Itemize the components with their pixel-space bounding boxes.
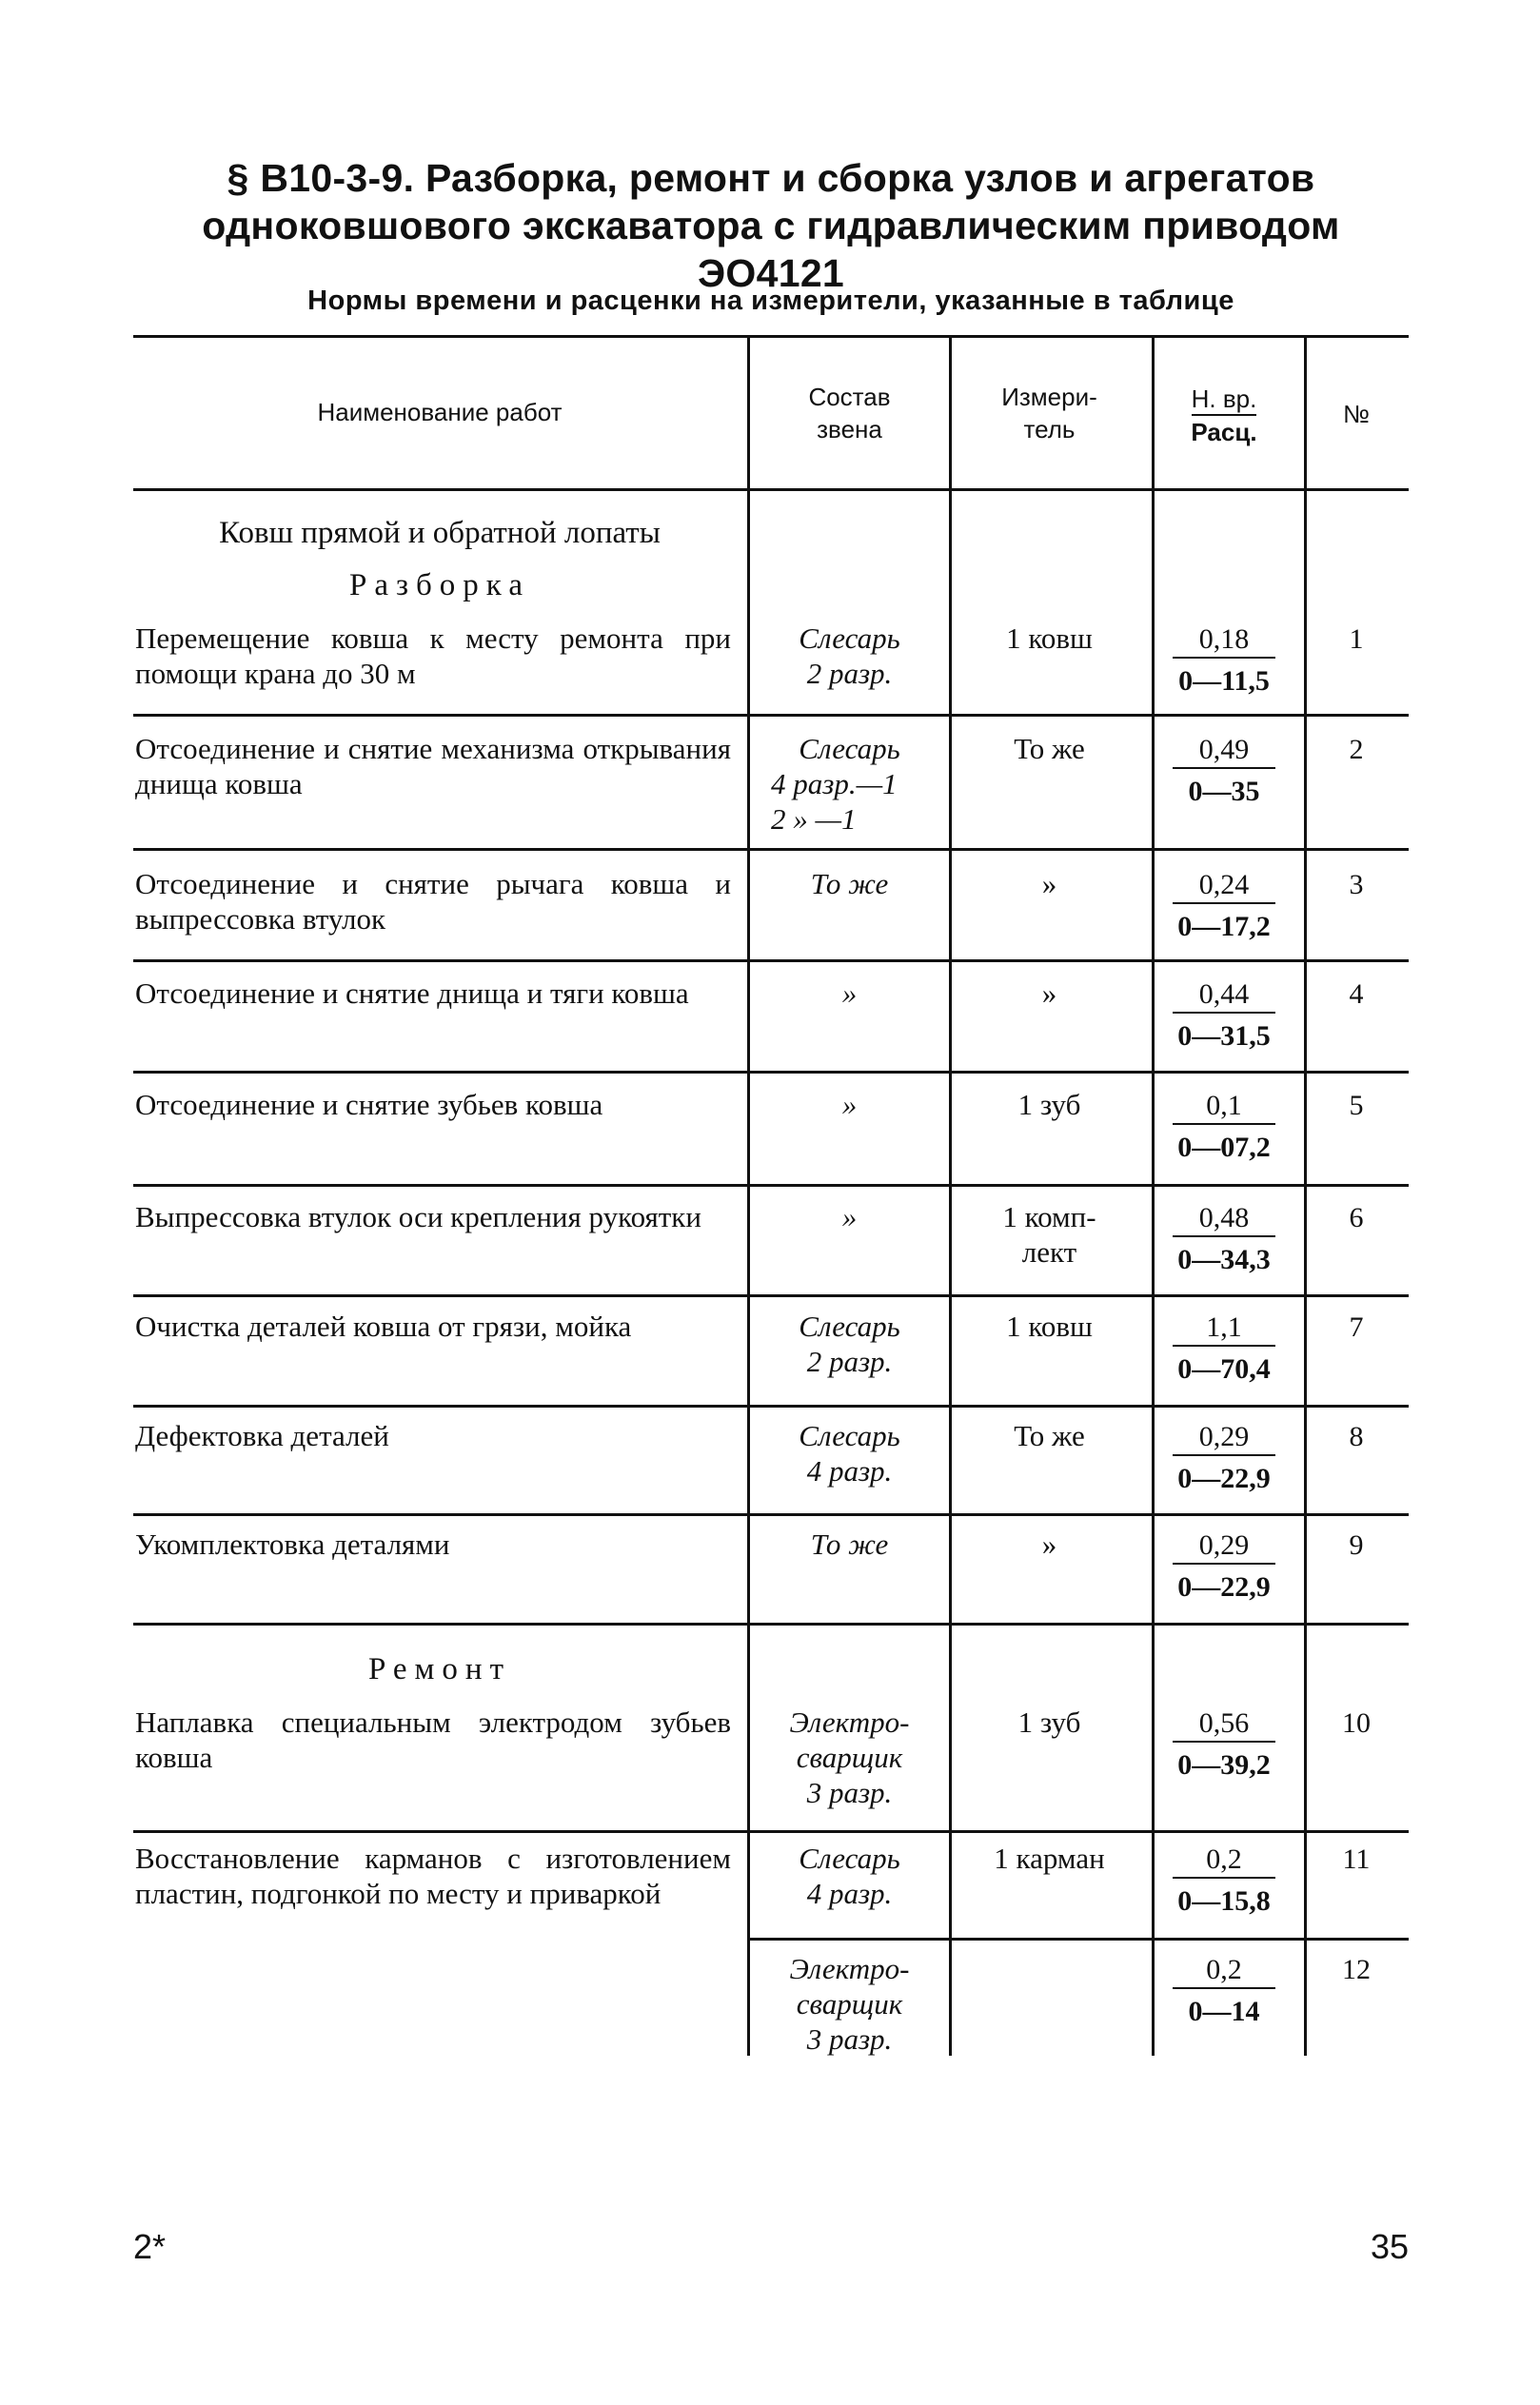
header-team-line: звена: [817, 415, 882, 444]
norm-time: 0,18: [1173, 622, 1275, 659]
norm-rate: [1157, 731, 1291, 811]
row-divider: [133, 848, 1409, 851]
team-line: »: [841, 976, 858, 1010]
header-measure-line: Измери-: [1001, 383, 1097, 411]
team-composition: [752, 866, 947, 901]
rate-value: 0—39,2: [1177, 1749, 1271, 1781]
norm-time: 0,49: [1173, 733, 1275, 769]
team-line: Электро-: [789, 1705, 910, 1739]
team-composition: [752, 1951, 947, 2057]
measure-unit: То же: [1014, 1419, 1085, 1452]
work-name: Перемещение ковша к месту ремонта при помощи крана до 30 м: [135, 621, 731, 690]
norm-time: 0,1: [1173, 1089, 1275, 1125]
rate-value: 0—70,4: [1177, 1353, 1271, 1385]
team-line: 4 разр.—1: [771, 767, 898, 800]
row-divider: [133, 1294, 1409, 1297]
row-number: 10: [1342, 1707, 1371, 1739]
team-line: Слесарь: [799, 1842, 900, 1875]
title-line-1: § В10-3-9. Разборка, ремонт и сборка узлов и агрегатов: [227, 156, 1315, 200]
measure-line: лект: [1021, 1235, 1077, 1269]
work-name: Отсоединение и снятие механизма открывания днища ковша: [135, 732, 731, 800]
team-line: Электро-: [789, 1952, 910, 1985]
measure-unit: 1 карман: [994, 1842, 1105, 1875]
norm-rate: [1157, 1841, 1291, 1921]
row-number: 11: [1342, 1843, 1371, 1875]
row-divider: [133, 1623, 1409, 1626]
measure-unit: 1 зуб: [1017, 1088, 1081, 1121]
norm-time: 0,48: [1173, 1201, 1275, 1237]
team-line: сварщик: [796, 1987, 903, 2021]
team-line: 4 разр.: [806, 1454, 893, 1488]
header-team: [752, 381, 947, 445]
measure-unit: 1 ковш: [1006, 621, 1093, 655]
section-heading: Ковш прямой и обратной лопаты: [219, 516, 661, 550]
team-composition: [752, 731, 947, 837]
measure-line: 1 комп-: [1002, 1200, 1096, 1233]
norm-rate: [1157, 1527, 1291, 1607]
team-composition: [752, 1309, 947, 1379]
row-number: 8: [1349, 1421, 1364, 1452]
norm-rate: [1157, 866, 1291, 946]
row-divider: [133, 1830, 1409, 1833]
team-composition: [752, 621, 947, 691]
team-line: То же: [810, 867, 889, 900]
column-divider: [1152, 335, 1155, 2056]
measure-unit: »: [1041, 1528, 1057, 1561]
rate-value: 0—35: [1188, 776, 1260, 807]
norm-rate: [1157, 621, 1291, 700]
header-team-line: Состав: [808, 383, 891, 411]
team-line: Слесарь: [799, 1310, 900, 1343]
work-name: Дефектовка деталей: [135, 1419, 389, 1452]
row-number: 12: [1342, 1954, 1371, 1985]
row-number: 5: [1349, 1090, 1364, 1121]
team-composition: [752, 976, 947, 1011]
row-divider: [133, 1513, 1409, 1516]
row-number: 4: [1349, 978, 1364, 1010]
norm-rate: [1157, 1087, 1291, 1167]
norm-time: 1,1: [1173, 1311, 1275, 1347]
team-line: »: [841, 1088, 858, 1121]
column-divider: [1304, 335, 1307, 2056]
team-line: 2 » —1: [771, 802, 857, 836]
team-line: Слесарь: [799, 732, 900, 765]
row-number: 7: [1349, 1311, 1364, 1343]
team-composition: [752, 1087, 947, 1122]
column-divider: [747, 335, 750, 2056]
team-line: 2 разр.: [806, 1345, 893, 1378]
measure-unit: 1 зуб: [1017, 1705, 1081, 1739]
work-name: Укомплектовка деталями: [135, 1528, 450, 1561]
rate-value: 0—17,2: [1177, 911, 1271, 942]
work-name: Очистка деталей ковша от грязи, мойка: [135, 1310, 632, 1343]
measure-unit: 1 ковш: [1006, 1310, 1093, 1343]
team-line: Слесарь: [799, 1419, 900, 1452]
team-line: 3 разр.: [806, 1776, 893, 1809]
rate-value: 0—07,2: [1177, 1132, 1271, 1163]
row-divider: [133, 1071, 1409, 1074]
norm-rate: [1157, 1705, 1291, 1784]
team-line: Слесарь: [799, 621, 900, 655]
row-number: 6: [1349, 1202, 1364, 1233]
column-divider: [949, 335, 952, 2056]
work-name: Отсоединение и снятие днища и тяги ковша: [135, 976, 689, 1010]
measure-unit: [952, 1199, 1147, 1270]
header-norm: [1157, 383, 1291, 448]
team-line: 2 разр.: [806, 657, 893, 690]
team-line: сварщик: [796, 1741, 903, 1774]
header-measure-line: тель: [1023, 415, 1076, 444]
signature-mark: 2*: [133, 2227, 167, 2266]
header-rate: Расц.: [1191, 418, 1257, 446]
table-caption: Нормы времени и расценки на измерители, указанные в таблице: [307, 286, 1234, 316]
row-divider-partial: [747, 1938, 1409, 1941]
norm-rate: [1157, 1199, 1291, 1279]
norm-time: 0,29: [1173, 1420, 1275, 1456]
norm-rate: [1157, 1418, 1291, 1498]
work-name: Отсоединение и снятие рычага ковша и выпрессовка втулок: [135, 867, 731, 936]
work-name: Выпрессовка втулок оси крепления рукоятки: [135, 1200, 701, 1233]
team-composition: [752, 1527, 947, 1562]
norm-rate: [1157, 976, 1291, 1055]
team-line: То же: [810, 1528, 889, 1561]
page-number: 35: [1370, 2227, 1409, 2266]
rate-value: 0—14: [1188, 1996, 1260, 2027]
team-line: »: [841, 1200, 858, 1233]
norm-rate: [1157, 1951, 1291, 2031]
team-composition: [752, 1199, 947, 1234]
norm-rate: [1157, 1309, 1291, 1389]
rate-value: 0—11,5: [1178, 665, 1270, 697]
team-composition: [752, 1418, 947, 1488]
norm-time: 0,29: [1173, 1528, 1275, 1565]
row-number: 1: [1349, 623, 1364, 655]
rate-value: 0—22,9: [1177, 1571, 1271, 1603]
table-top-border: [133, 335, 1409, 338]
header-measure: [952, 381, 1147, 445]
row-divider: [133, 1405, 1409, 1408]
team-composition: [752, 1705, 947, 1810]
header-bottom-border: [133, 488, 1409, 491]
row-number: 3: [1349, 869, 1364, 900]
team-line: 4 разр.: [806, 1877, 893, 1910]
measure-unit: То же: [1014, 732, 1085, 765]
norm-time: 0,2: [1173, 1843, 1275, 1879]
title-line-2: одноковшового экскаватора с гидравлическим приводом ЭО4121: [202, 204, 1340, 295]
row-divider: [133, 714, 1409, 717]
rate-value: 0—34,3: [1177, 1244, 1271, 1275]
measure-unit: »: [1041, 976, 1057, 1010]
page-title: [133, 154, 1409, 297]
work-name: Восстановление карманов с изготовлением пластин, подгонкой по месту и приваркой: [135, 1842, 731, 1910]
section-heading: Разборка: [348, 568, 530, 602]
row-number: 9: [1349, 1529, 1364, 1561]
work-name: Наплавка специальным электродом зубьев ковша: [135, 1705, 731, 1774]
row-number: 2: [1349, 734, 1364, 765]
rate-value: 0—31,5: [1177, 1020, 1271, 1052]
header-work: Наименование работ: [317, 398, 563, 426]
team-composition: [752, 1841, 947, 1911]
work-name: Отсоединение и снятие зубьев ковша: [135, 1088, 603, 1121]
header-number: №: [1343, 400, 1370, 428]
measure-unit: »: [1041, 867, 1057, 900]
rate-value: 0—22,9: [1177, 1463, 1271, 1494]
norm-time: 0,2: [1173, 1953, 1275, 1989]
row-divider: [133, 1184, 1409, 1187]
rate-value: 0—15,8: [1177, 1885, 1271, 1917]
norm-time: 0,44: [1173, 977, 1275, 1014]
team-line: 3 разр.: [806, 2022, 893, 2056]
norm-time: 0,24: [1173, 868, 1275, 904]
row-divider: [133, 959, 1409, 962]
norm-time: 0,56: [1173, 1706, 1275, 1743]
header-norm-time: Н. вр.: [1192, 384, 1257, 416]
section-heading: Ремонт: [367, 1652, 512, 1686]
